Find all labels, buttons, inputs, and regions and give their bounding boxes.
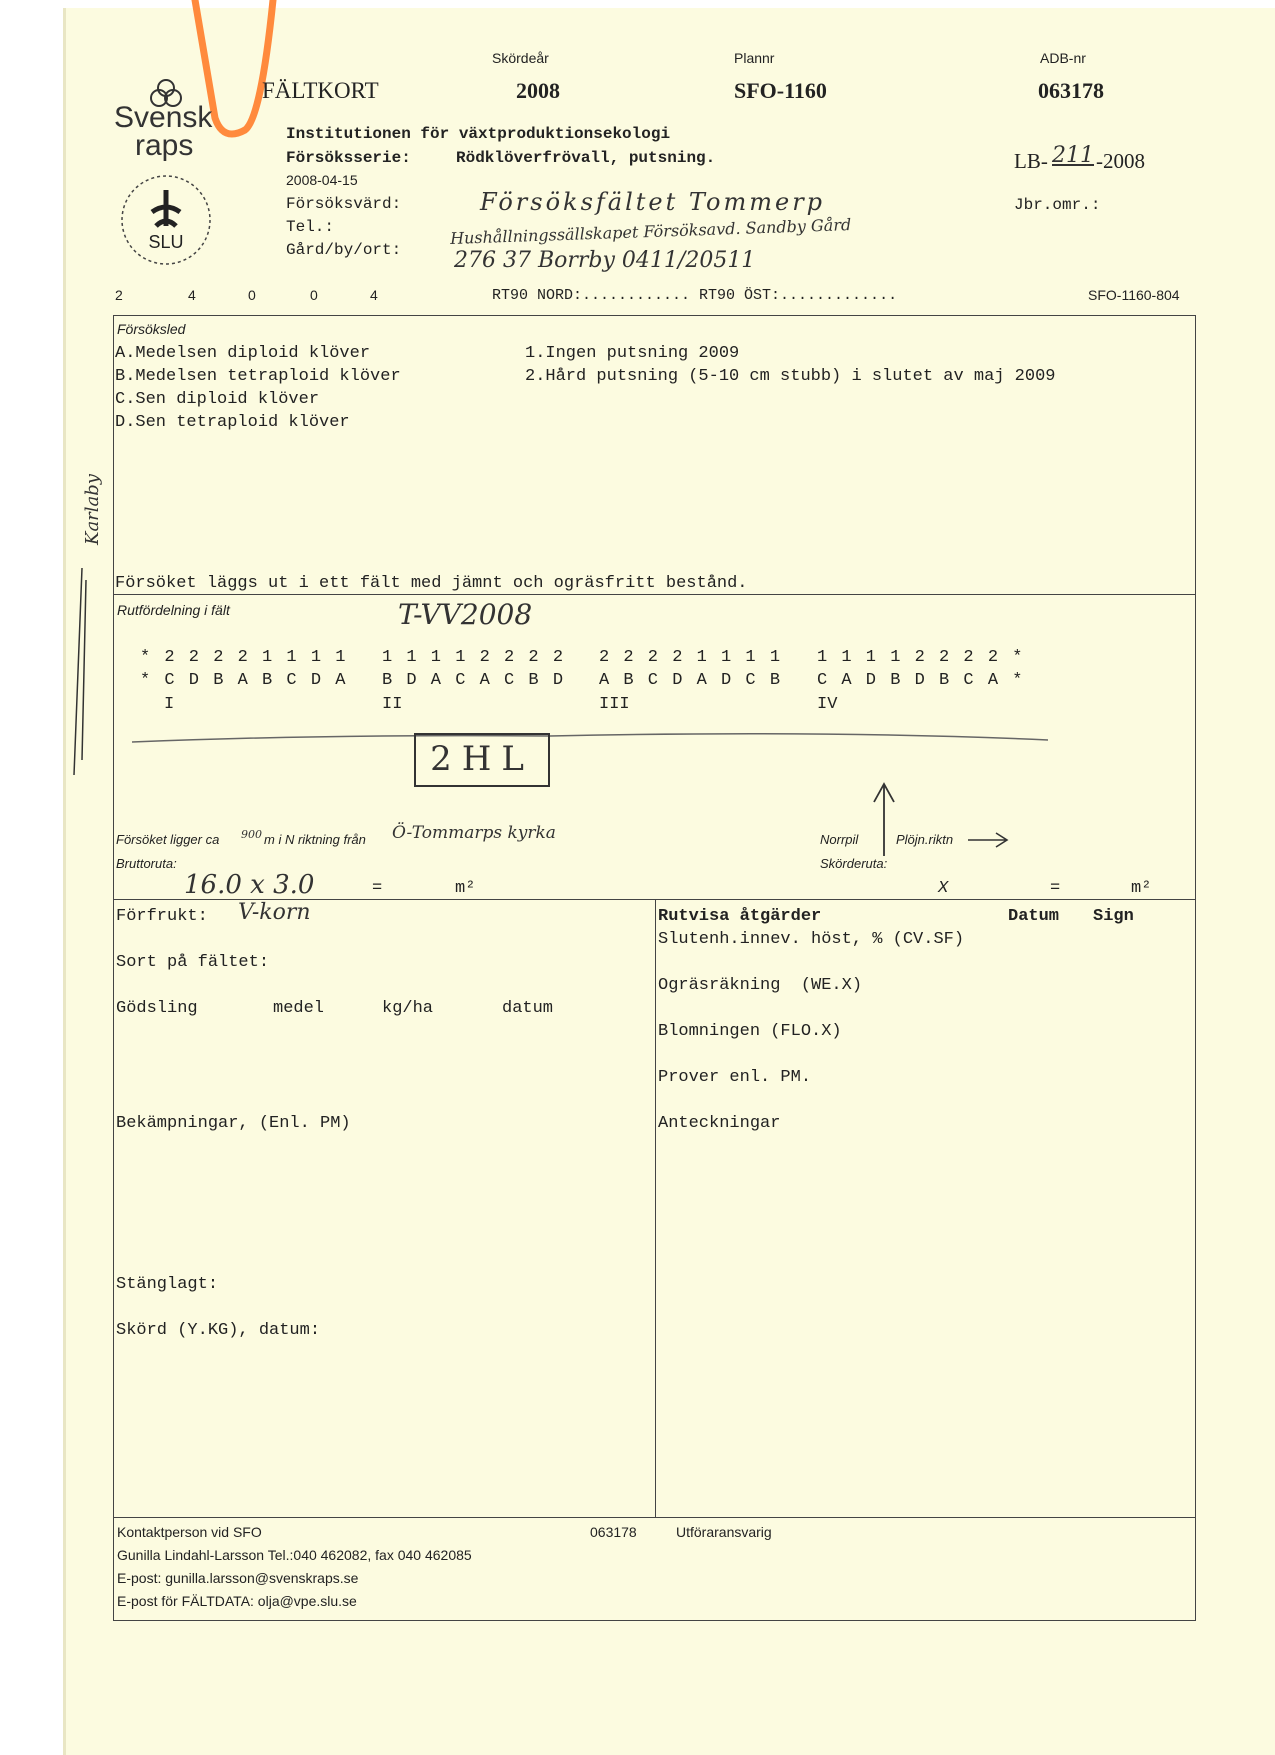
- bruttoruta-label: Bruttoruta:: [116, 856, 177, 871]
- slu-text: SLU: [148, 232, 184, 252]
- treatment-d: D.Sen tetraploid klöver: [115, 413, 350, 432]
- datum-header: Datum: [1008, 907, 1060, 926]
- adbnr-value: 063178: [1038, 78, 1104, 103]
- block-ii-label: II: [382, 695, 403, 714]
- footer-adb: 063178: [590, 1524, 637, 1540]
- sort-label: Sort på fältet:: [116, 953, 270, 972]
- hand-line-icon: [130, 726, 1050, 746]
- institution: Institutionen för växtproduktionsekologi: [286, 125, 671, 143]
- gard-label: Gård/by/ort:: [286, 241, 402, 259]
- bruttoruta-handwriting: 16.0 x 3.0: [184, 870, 315, 900]
- location-label-b: m i N riktning från: [264, 832, 366, 847]
- skorderuta-m2: m²: [1131, 879, 1152, 898]
- form-title: FÄLTKORT: [262, 78, 379, 103]
- treatment-2: 2.Hård putsning (5-10 cm stubb) i slutet av maj 2009: [525, 367, 1056, 386]
- kgha-label: kg/ha: [382, 999, 434, 1018]
- contact-email: E-post: gunilla.larsson@svenskraps.se: [117, 1570, 359, 1586]
- action-item: Anteckningar: [658, 1114, 781, 1133]
- block-i-row1: * 2 2 2 2 1 1 1 1: [140, 648, 348, 667]
- block-iv-label: IV: [817, 695, 838, 714]
- action-item: Ogräsräkning (WE.X): [658, 976, 863, 995]
- treatment-a: A.Medelsen diploid klöver: [115, 344, 371, 363]
- norrpil-label: Norrpil: [820, 832, 859, 847]
- block-ii-row1: 1 1 1 1 2 2 2 2: [382, 648, 566, 667]
- action-item: Blomningen (FLO.X): [658, 1022, 842, 1041]
- sfo-code: SFO-1160-804: [1088, 287, 1180, 303]
- adbnr-label: ADB-nr: [1040, 50, 1086, 66]
- plannr-label: Plannr: [734, 50, 775, 66]
- gard-handwriting: 276 37 Borrby 0411/20511: [454, 248, 756, 273]
- plannr-value: SFO-1160: [734, 78, 827, 103]
- faltdata-email: E-post för FÄLTDATA: olja@vpe.slu.se: [117, 1593, 357, 1609]
- forsoksvard-label: Försöksvärd:: [286, 195, 402, 213]
- margin-mark-icon: [68, 560, 88, 780]
- skorderuta-label: Skörderuta:: [820, 856, 888, 871]
- plojn-label: Plöjn.riktn: [896, 832, 954, 847]
- location-distance-handwriting: 900: [241, 828, 262, 841]
- tel-handwriting: Hushållningssällskapet Försöksavd. Sandby Gård: [449, 215, 852, 248]
- field-note: Försöket läggs ut i ett fält med jämnt och ogräsfritt bestånd.: [115, 574, 748, 593]
- plojn-arrow-icon: [966, 830, 1010, 850]
- forfrukt-handwriting: V-korn: [238, 900, 311, 925]
- lb-suffix: -2008: [1096, 149, 1145, 173]
- forsoksvard-handwriting: Försöksfältet Tommerp: [480, 188, 826, 216]
- document-date: 2008-04-15: [286, 172, 358, 188]
- godsling-label: Gödsling: [116, 999, 198, 1018]
- divider: [655, 900, 656, 1517]
- block-iv-row1: 1 1 1 1 2 2 2 2 *: [817, 648, 1025, 667]
- block-iii-label: III: [599, 695, 630, 714]
- lb-prefix: LB-: [1014, 149, 1048, 173]
- logo-text-svensk: Svensk: [114, 101, 213, 134]
- boxed-handwriting: 2HL: [414, 733, 550, 787]
- code-digit: 4: [188, 287, 196, 303]
- block-i-row2: * C D B A B C D A: [140, 671, 348, 690]
- brutto-m2: m²: [455, 879, 476, 898]
- brutto-equals: =: [372, 879, 383, 898]
- action-item: Prover enl. PM.: [658, 1068, 812, 1087]
- skorderuta-equals: =: [1050, 879, 1061, 898]
- block-iii-row1: 2 2 2 2 1 1 1 1: [599, 648, 783, 667]
- location-label-a: Försöket ligger ca: [116, 832, 220, 847]
- forsoksled-label: Försöksled: [117, 321, 186, 337]
- code-digit: 4: [370, 287, 378, 303]
- sign-header: Sign: [1093, 907, 1134, 926]
- forfrukt-label: Förfrukt:: [116, 907, 208, 926]
- datum-label: datum: [502, 999, 554, 1018]
- medel-label: medel: [273, 999, 325, 1018]
- treatment-c: C.Sen diploid klöver: [115, 390, 320, 409]
- rt90-coordinates: RT90 NORD:............ RT90 ÖST:.............: [492, 287, 898, 304]
- skord-label: Skörd (Y.KG), datum:: [116, 1321, 321, 1340]
- code-digit: 0: [248, 287, 256, 303]
- code-digit: 0: [310, 287, 318, 303]
- block-iii-row2: A B C D A D C B: [599, 671, 783, 690]
- rutfordelning-label: Rutfördelning i fält: [117, 602, 230, 618]
- rutfordelning-handwriting: T-VV2008: [398, 598, 533, 631]
- rutvisa-label: Rutvisa åtgärder: [658, 907, 822, 926]
- skorderuta-x: X: [938, 879, 949, 898]
- slu-seal-icon: [118, 172, 214, 268]
- treatment-b: B.Medelsen tetraploid klöver: [115, 367, 401, 386]
- kontakt-label: Kontaktperson vid SFO: [117, 1524, 262, 1540]
- skordear-value: 2008: [516, 78, 560, 103]
- block-iv-row2: C A D B D B C A *: [817, 671, 1025, 690]
- treatment-1: 1.Ingen putsning 2009: [525, 344, 740, 363]
- action-item: Slutenh.innev. höst, % (CV.SF): [658, 930, 965, 949]
- lb-handwriting: 211: [1052, 143, 1094, 168]
- logo-text-raps: raps: [135, 129, 194, 162]
- code-digit: 2: [115, 287, 123, 303]
- stanglagt-label: Stänglagt:: [116, 1275, 219, 1294]
- skordear-label: Skördeår: [492, 50, 549, 66]
- location-place-handwriting: Ö-Tommarps kyrka: [392, 823, 556, 843]
- side-handwriting: Karlaby: [82, 474, 103, 545]
- divider: [113, 594, 1196, 595]
- forsoksserie-label: Försöksserie:: [286, 149, 411, 167]
- block-ii-row2: B D A C A C B D: [382, 671, 566, 690]
- bekampning-label: Bekämpningar, (Enl. PM): [116, 1114, 351, 1133]
- utforare-label: Utföraransvarig: [676, 1524, 772, 1540]
- norrpil-arrow-icon: [868, 780, 898, 858]
- forsoksserie-value: Rödklöverfrövall, putsning.: [456, 149, 716, 167]
- divider: [113, 1517, 1196, 1518]
- block-i-label: I: [164, 695, 175, 714]
- jbr-label: Jbr.omr.:: [1014, 196, 1101, 214]
- contact-name-tel: Gunilla Lindahl-Larsson Tel.:040 462082, fax 040 462085: [117, 1547, 472, 1563]
- tel-label: Tel.:: [286, 218, 335, 236]
